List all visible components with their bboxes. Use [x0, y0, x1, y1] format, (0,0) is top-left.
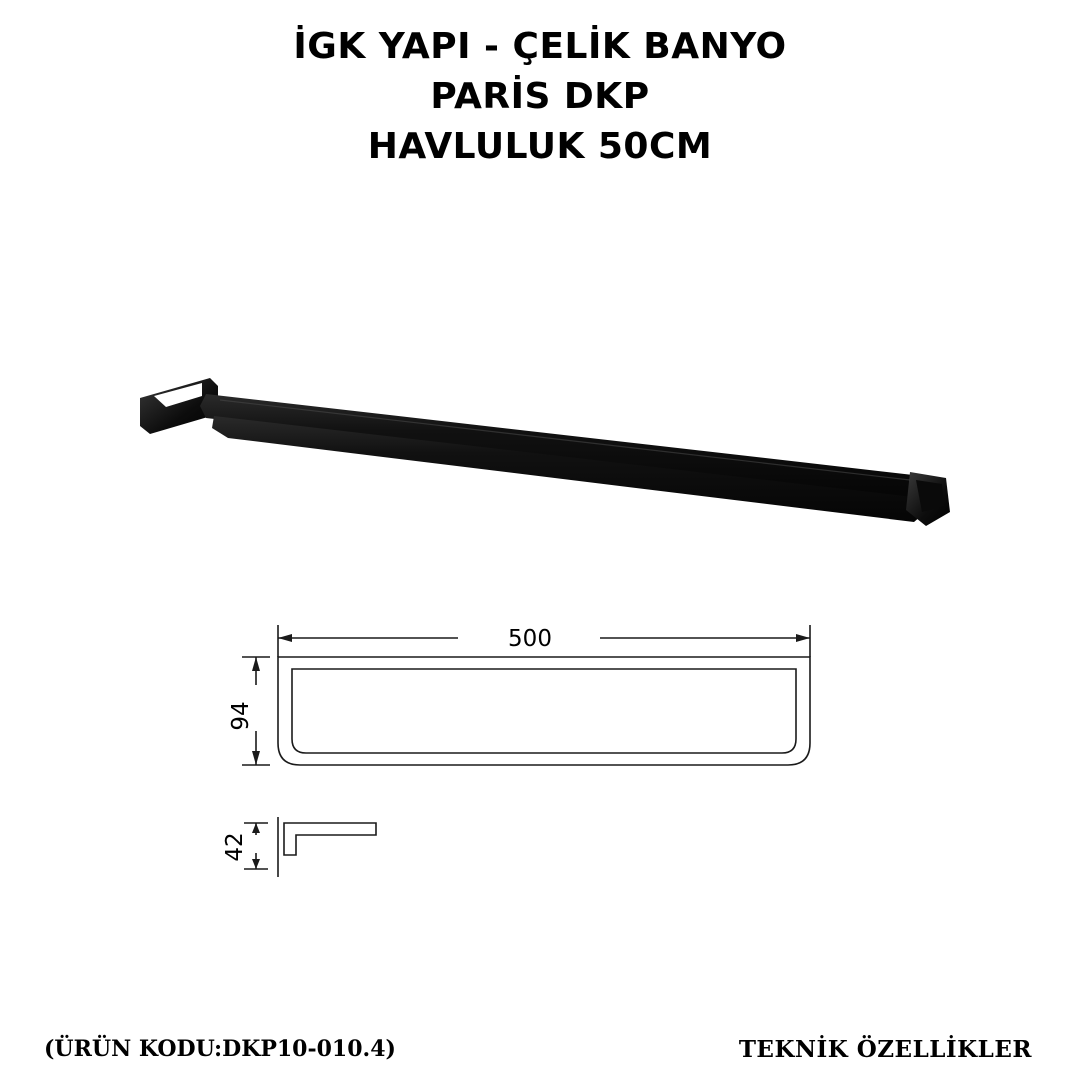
width-dimension-label: 500: [508, 626, 552, 652]
title-line-2: PARİS DKP: [430, 76, 650, 117]
technical-drawing: [200, 595, 880, 905]
product-code-label: (ÜRÜN KODU:DKP10-010.4): [44, 1036, 396, 1062]
title-line-3: HAVLULUK 50CM: [367, 126, 713, 167]
title-line-1: İGK YAPI - ÇELİK BANYO: [293, 26, 787, 67]
product-photo: [110, 360, 970, 560]
side-profile-view: [278, 817, 376, 877]
height-dimension-label: 94: [228, 701, 254, 731]
page-title: [0, 22, 1080, 172]
depth-dimension-label: 42: [222, 832, 248, 862]
front-view-outline: [278, 657, 810, 765]
tech-specs-label: TEKNİK ÖZELLİKLER: [738, 1036, 1032, 1063]
